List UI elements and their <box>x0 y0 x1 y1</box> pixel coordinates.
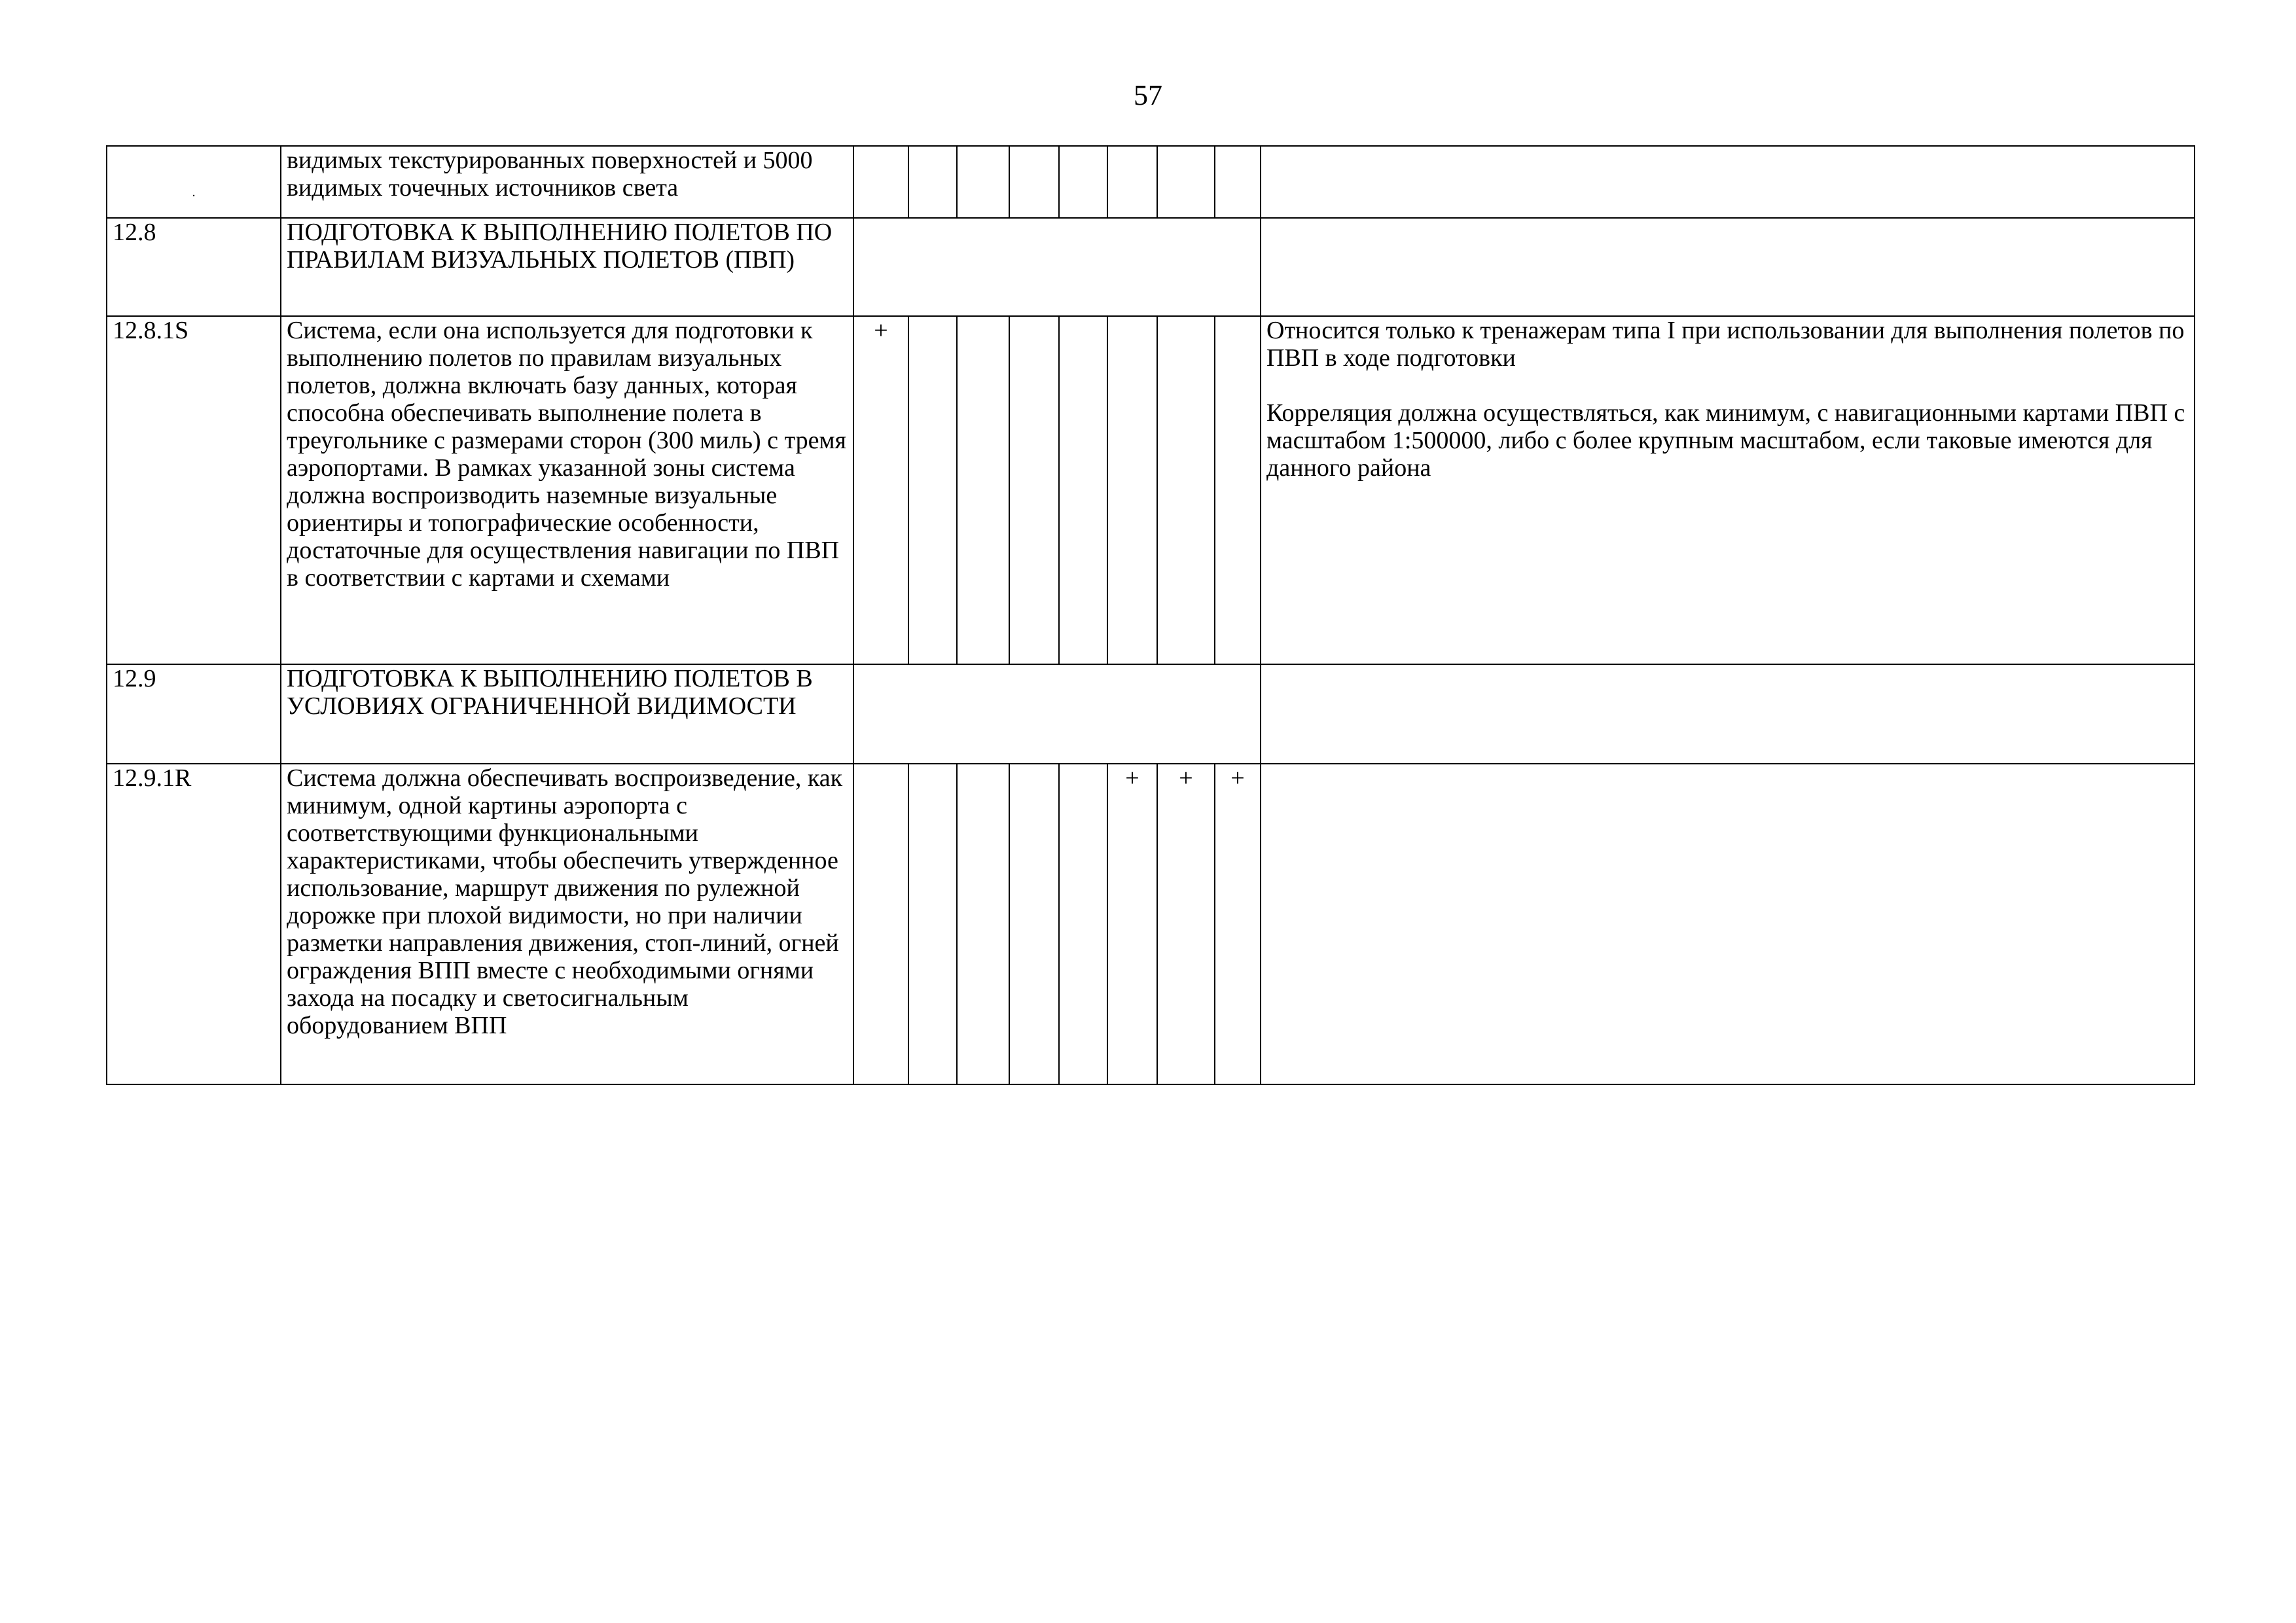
mark-cell <box>957 146 1009 218</box>
stray-mark: . <box>192 185 196 200</box>
note-cell <box>1261 218 2195 316</box>
note-cell <box>1261 146 2195 218</box>
row-number: 12.9 <box>107 664 281 764</box>
note-cell <box>1261 764 2195 1084</box>
merged-mark-cell <box>853 664 1261 764</box>
mark-cell <box>1059 764 1107 1084</box>
section-heading: ПОДГОТОВКА К ВЫПОЛНЕНИЮ ПОЛЕТОВ ПО ПРАВИЛАМ ВИЗУАЛЬНЫХ ПОЛЕТОВ (ПВП) <box>281 218 853 316</box>
row-number: 12.8 <box>107 218 281 316</box>
requirement-text: Система, если она используется для подготовки к выполнению полетов по правилам визуальных полетов, должна включать базу данных, которая способна обеспечивать выполнение полета в треугольнике с размерами сторон (300 миль) с тремя аэропортами. В рамках указанной зоны система должна воспроизводить наземные визуальные ориентиры и топографические особенности, достаточные для осуществления навигации по ПВП в соответствии с картами и схемами <box>281 316 853 664</box>
table-row-continuation <box>107 146 2195 218</box>
table-row-section-12-9 <box>107 664 2195 764</box>
mark-cell <box>1157 146 1215 218</box>
mark-cell <box>908 764 957 1084</box>
mark-cell <box>853 764 908 1084</box>
mark-cell <box>908 316 957 664</box>
mark-cell <box>1059 316 1107 664</box>
mark-cell <box>1059 146 1107 218</box>
requirement-text: Система должна обеспечивать воспроизведение, как минимум, одной картины аэропорта с соответствующими функциональными характеристиками, чтобы обеспечить утвержденное использование, маршрут движения по рулежной дорожке при плохой видимости, но при наличии разметки направления движения, стоп-линий, огней ограждения ВПП вместе с необходимыми огнями захода на посадку и светосигнальным оборудованием ВПП <box>281 764 853 1084</box>
note-text <box>1266 317 2189 482</box>
row-number-cell <box>107 146 281 218</box>
table-row-12-8-1s <box>107 316 2195 664</box>
mark-cell <box>1215 146 1261 218</box>
note-cell <box>1261 664 2195 764</box>
mark-cell <box>957 764 1009 1084</box>
row-number: 12.8.1S <box>107 316 281 664</box>
requirement-text: видимых текстурированных поверхностей и 5000 видимых точечных источников света <box>281 146 853 218</box>
section-heading: ПОДГОТОВКА К ВЫПОЛНЕНИЮ ПОЛЕТОВ В УСЛОВИЯХ ОГРАНИЧЕННОЙ ВИДИМОСТИ <box>281 664 853 764</box>
mark-cell <box>1215 316 1261 664</box>
mark-cell: + <box>1215 764 1261 1084</box>
mark-cell <box>1009 316 1059 664</box>
mark-cell: + <box>1157 764 1215 1084</box>
mark-cell <box>853 146 908 218</box>
row-number: 12.9.1R <box>107 764 281 1084</box>
mark-cell <box>1107 146 1157 218</box>
mark-cell <box>908 146 957 218</box>
mark-cell <box>957 316 1009 664</box>
page-number: 57 <box>1134 79 1162 111</box>
note-cell <box>1261 316 2195 664</box>
merged-mark-cell <box>853 218 1261 316</box>
note-paragraph: Корреляция должна осуществляться, как минимум, с навигационными картами ПВП с масштабом 1:500000, либо с более крупным масштабом, если таковые имеются для данного района <box>1266 399 2185 482</box>
mark-cell <box>1107 316 1157 664</box>
mark-cell: + <box>853 316 908 664</box>
note-paragraph: Относится только к тренажерам типа I при использовании для выполнения полетов по ПВП в ходе подготовки <box>1266 317 2185 372</box>
table-row-12-9-1r <box>107 764 2195 1084</box>
table-row-section-12-8 <box>107 218 2195 316</box>
mark-cell: + <box>1107 764 1157 1084</box>
requirements-table <box>106 145 2195 1085</box>
mark-cell <box>1009 764 1059 1084</box>
mark-cell <box>1009 146 1059 218</box>
mark-cell <box>1157 316 1215 664</box>
